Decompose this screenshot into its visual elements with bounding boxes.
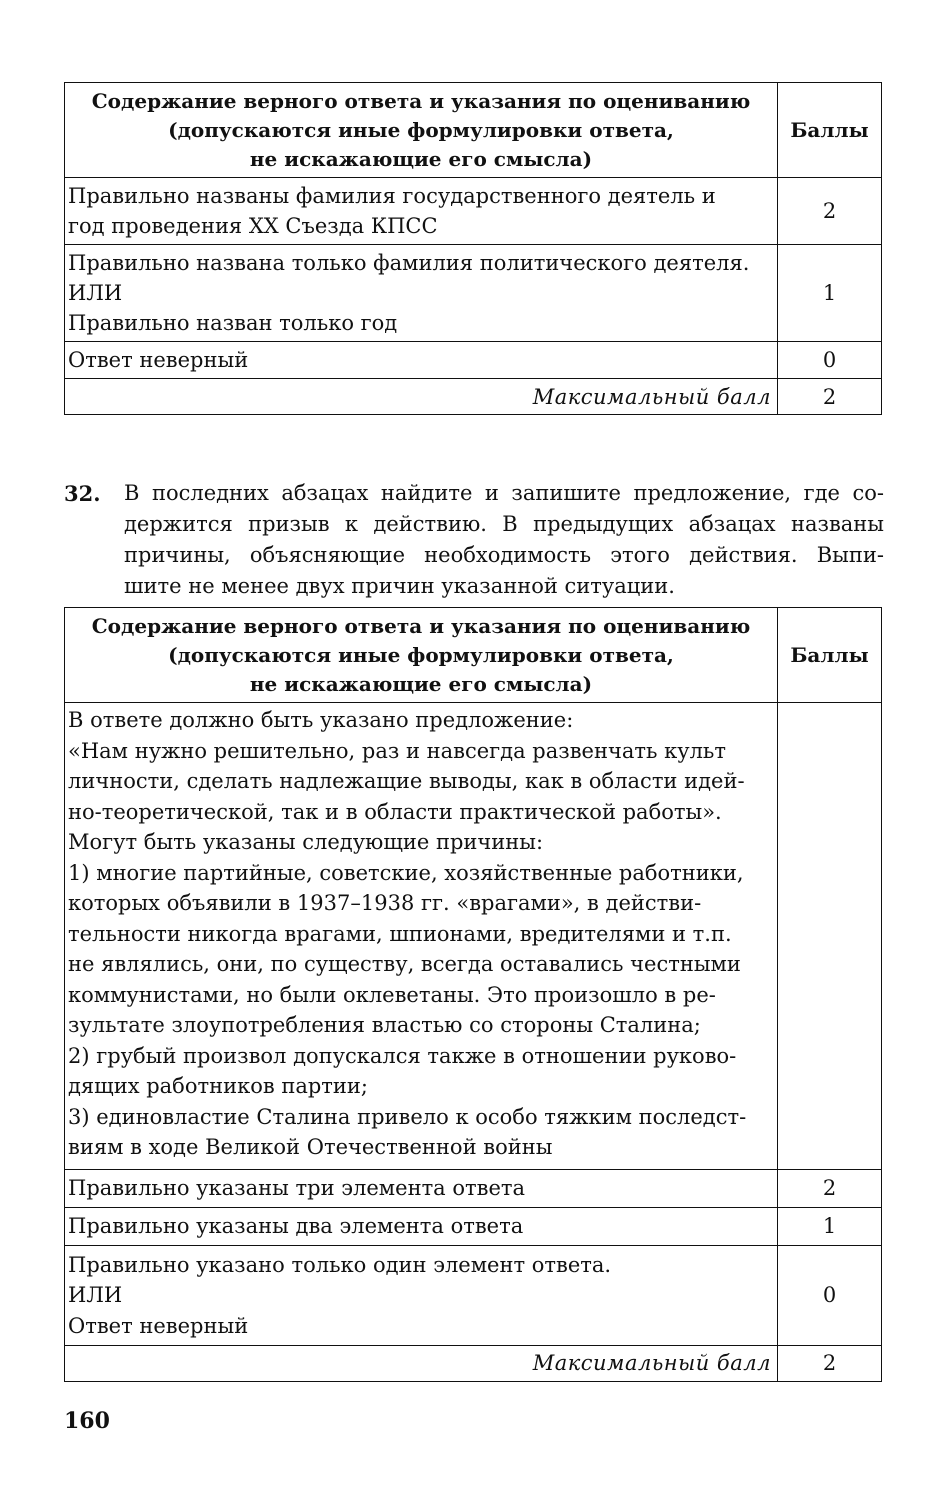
max-score-row [65,1346,882,1382]
table-header-row [65,608,882,703]
criteria-cell: Правильно названа только фамилия политического деятеля. ИЛИ Правильно назван только год [65,245,778,342]
max-score-value: 2 [778,379,882,415]
criteria-header: Содержание верного ответа и указания по оцениванию (допускаются иные формулировки ответа, не искажающие его смысла) [65,608,778,703]
answer-content-cell: В ответе должно быть указано предложение: «Нам нужно решительно, раз и навсегда развенчать культ личности, сделать надлежащие выводы, как в области идей- но-теоретической, так и в области практической работы». Могут быть указаны следующие причины: 1) многие партийные, советские, хозяйственные работники, которых объявили в 1937–1938 гг. «врагами», в действи- тельности никогда врагами, шпионами, вредителями и т.п. не являлись, они, по существу, всегда оставались честными коммунистами, но были оклеветаны. Это произошло в ре- зультате злоупотребления властью со стороны Сталина; 2) грубый произвол допускался также в отношении руково- дящих работников партии; 3) единовластие Сталина привело к особо тяжким последст- виям в ходе Великой Отечественной войны [65,703,778,1170]
criteria-cell: Правильно указано только один элемент ответа. ИЛИ Ответ неверный [65,1246,778,1346]
points-cell: 2 [778,1170,882,1208]
points-cell: 1 [778,1208,882,1246]
table-row [65,1170,882,1208]
scoring-table-2 [64,607,882,1382]
points-cell: 1 [778,245,882,342]
table-row [65,342,882,379]
page-number: 160 [64,1408,110,1434]
criteria-cell: Ответ неверный [65,342,778,379]
points-header: Баллы [778,83,882,178]
criteria-header: Содержание верного ответа и указания по оцениванию (допускаются иные формулировки ответа, не искажающие его смысла) [65,83,778,178]
points-header: Баллы [778,608,882,703]
criteria-cell: Правильно указаны три элемента ответа [65,1170,778,1208]
table-row [65,1246,882,1346]
max-score-label: Максимальный балл [65,1346,778,1382]
table-row [65,245,882,342]
table-header-row [65,83,882,178]
max-score-label: Максимальный балл [65,379,778,415]
question-number: 32. [64,481,101,506]
table-row [65,1208,882,1246]
max-score-row [65,379,882,415]
points-cell: 0 [778,1246,882,1346]
scoring-table-1 [64,82,882,415]
criteria-cell: Правильно названы фамилия государственного деятель и год проведения XX Съезда КПСС [65,178,778,245]
question-32 [64,478,884,602]
points-cell: 2 [778,178,882,245]
question-text: В последних абзацах найдите и запишите предложение, где со- держится призыв к действию. В предыдущих абзацах названы причины, объясняющие необходимость этого действия. Выпи- шите не менее двух причин указанной ситуации. [124,481,884,598]
table-row [65,178,882,245]
points-cell: 0 [778,342,882,379]
max-score-value: 2 [778,1346,882,1382]
points-cell-empty [778,703,882,1170]
answer-row [65,703,882,1170]
criteria-cell: Правильно указаны два элемента ответа [65,1208,778,1246]
